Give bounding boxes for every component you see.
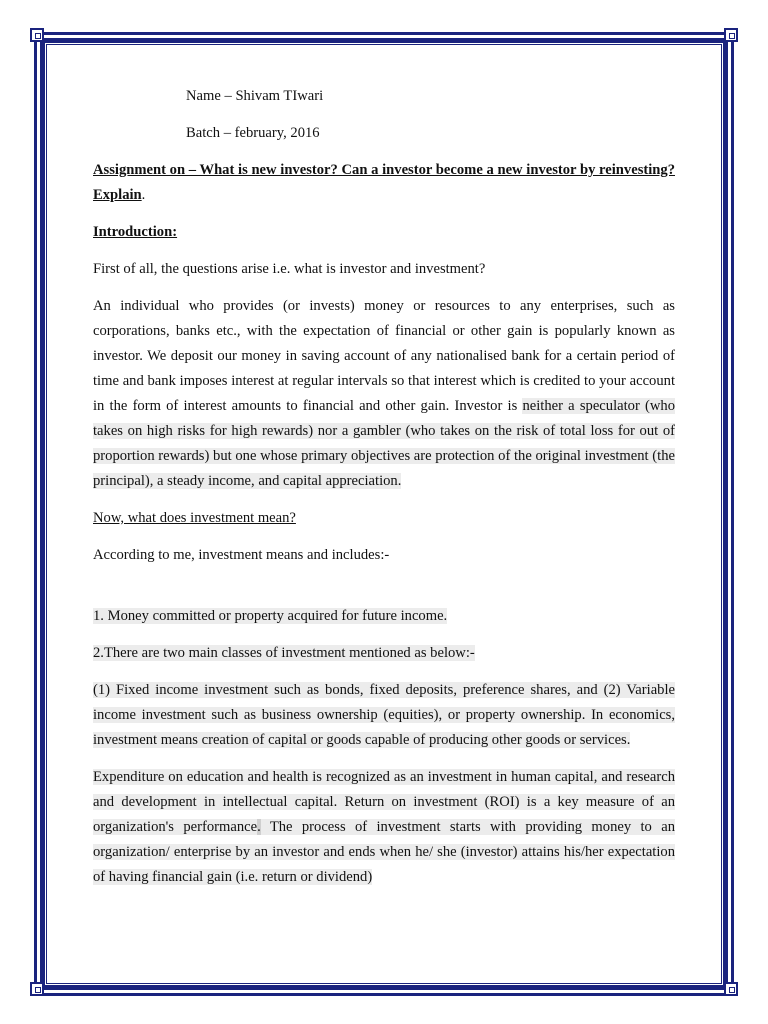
investment-intro: According to me, investment means and includes:- (93, 547, 390, 563)
investment-classes-paragraph (93, 678, 675, 753)
investor-definition-highlight: neither a speculator (who takes on high risks for high rewards) nor a gambler (who takes on the risk of total loss for out of proportion rewards) but one whose primary objectives are protection of the original investment (the principal), a steady income, and capital appreciation. (93, 398, 675, 489)
corner-ornament-bottom-right (724, 982, 738, 996)
assignment-title-text: Assignment on – What is new investor? Can a investor become a new investor by reinvesting? Explain (93, 162, 675, 203)
author-name: Name – Shivam TIwari (186, 88, 324, 104)
corner-ornament-top-right (724, 28, 738, 42)
investment-point-1-text: 1. Money committed or property acquired for future income. (93, 608, 448, 624)
assignment-title (93, 158, 675, 208)
investor-definition-paragraph (93, 294, 675, 494)
document-body (93, 84, 675, 890)
investment-point-1 (93, 604, 675, 629)
expenditure-paragraph (93, 765, 675, 890)
introduction-heading: Introduction: (93, 224, 178, 240)
batch-info: Batch – february, 2016 (186, 125, 320, 141)
investment-classes-text: (1) Fixed income investment such as bonds, fixed deposits, preference shares, and (2) Variable income investment such as business ownership (equities), or property ownership. In economics, investment means creation of capital or goods capable of producing other goods or services. (93, 682, 675, 748)
investment-point-2 (93, 641, 675, 666)
investment-point-2-text: 2.There are two main classes of investment mentioned as below:- (93, 645, 475, 661)
assignment-title-end: . (141, 187, 146, 203)
investment-question: Now, what does investment mean? (93, 510, 296, 526)
expenditure-mark: . (257, 819, 261, 835)
expenditure-highlight: Expenditure on education and health is recognized as an investment in human capital, and research and development in intellectual capital. Return on investment (ROI) is a key measure of an organization's performance (93, 769, 675, 835)
corner-ornament-top-left (30, 28, 44, 42)
corner-ornament-bottom-left (30, 982, 44, 996)
investor-definition-text: An individual who provides (or invests) money or resources to any enterprises, such as corporations, banks etc., with the expectation of financial or other gain is popularly known as investor. We deposit our money in saving account of any nationalised bank for a certain period of time and bank imposes interest at regular intervals so that interest which is credited to your account in the form of interest amounts to financial and other gain. Investor is (93, 298, 675, 414)
expenditure-rest: The process of investment starts with providing money to an organization/ enterprise by an investor and ends when he/ she (investor) attains his/her expectation of having financial gain (i.e. return or dividend) (93, 819, 675, 885)
intro-question: First of all, the questions arise i.e. what is investor and investment? (93, 261, 486, 277)
